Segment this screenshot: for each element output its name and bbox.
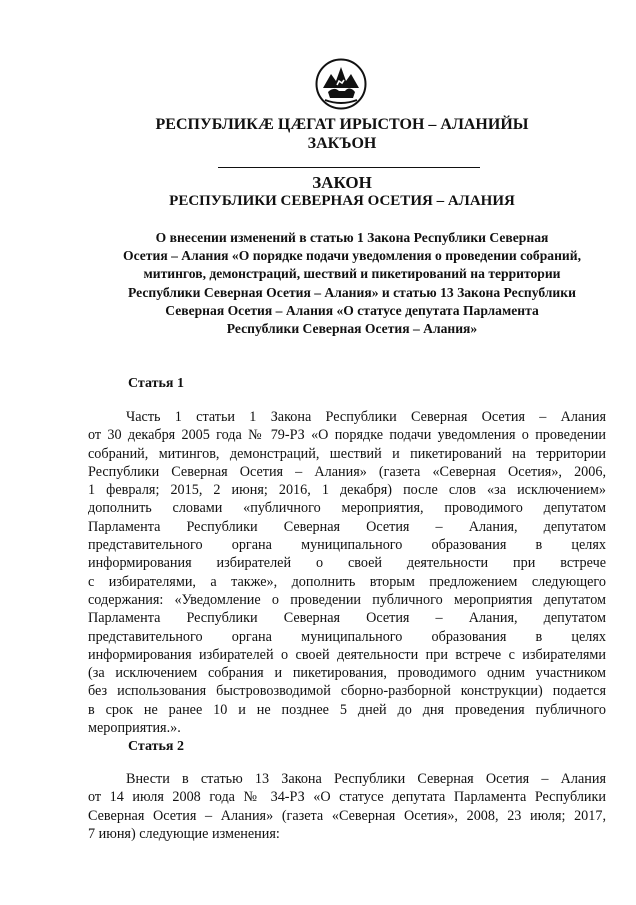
republic-name-ossetian: РЕСПУБЛИКӔ ЦӔГАТ ИРЫСТОН – АЛАНИЙЫ (155, 116, 529, 133)
text-line: представительного органа муниципального образования в целях (88, 628, 606, 645)
text-line: без использования быстровозводимой сборно-разборной конструкции) подается (88, 683, 606, 700)
text-line: информирования избирателей о своей деятельности при встрече с избирателями (88, 646, 606, 663)
text-line: от 14 июля 2008 года № 34-РЗ «О статусе депутата Парламента Республики (88, 789, 606, 806)
text-line: Парламента Республики Северная Осетия – Алания, депутатом (88, 518, 606, 535)
law-label-ossetian: ЗАКЪОН (307, 135, 377, 152)
text-line: представительного органа муниципального образования в целях (88, 537, 606, 554)
text-line: 1 февраля; 2015, 2 июня; 2016, 1 декабря) после слов «за исключением» (88, 482, 606, 499)
article-1-text (88, 408, 606, 737)
text-line: Северная Осетия – Алания» (газета «Северная Осетия», 2008, 23 июля; 2017, (88, 807, 606, 824)
law-title-line: Осетия – Алания «О порядке подачи уведомления о проведении собраний, (123, 248, 581, 264)
text-line: (за исключением собрания и пикетирования, проводимого одним участником (88, 665, 606, 682)
article-2-text (88, 770, 606, 843)
text-line: Парламента Республики Северная Осетия – Алания, депутатом (88, 610, 606, 627)
law-title-line: Северная Осетия – Алания «О статусе депутата Парламента (165, 302, 539, 318)
text-line: дополнить словами «публичного мероприятия, проводимого депутатом (88, 500, 606, 517)
header-divider (218, 167, 480, 168)
text-line: собраний, митингов, демонстраций, шествий и пикетирований на территории (88, 445, 606, 462)
text-line: с избирателями, а также», дополнить вторым предложением следующего (88, 573, 606, 590)
text-line: в срок не ранее 10 и не позднее 5 дней до дня проведения публичного (88, 701, 606, 718)
law-title-line: Республики Северная Осетия – Алания» (226, 321, 478, 337)
law-title (88, 229, 616, 338)
law-title-line: Республики Северная Осетия – Алания» и статью 13 Закона Республики (128, 284, 576, 300)
text-line: Часть 1 статьи 1 Закона Республики Северная Осетия – Алания (126, 409, 606, 425)
law-title-line: митингов, демонстраций, шествий и пикетирований на территории (143, 266, 561, 282)
text-line: от 30 декабря 2005 года № 79-РЗ «О порядке подачи уведомления о проведении (88, 427, 606, 444)
coat-of-arms-emblem-icon (315, 58, 367, 110)
text-line: Республики Северная Осетия – Алания» (газета «Северная Осетия», 2006, (88, 463, 606, 480)
law-label-russian: ЗАКОН (312, 173, 372, 192)
text-line: мероприятия.». (88, 720, 181, 737)
text-line: Внести в статью 13 Закона Республики Северная Осетия – Алания (126, 771, 606, 787)
law-title-line: О внесении изменений в статью 1 Закона Республики Северная (155, 230, 549, 245)
text-line: содержания: «Уведомление о проведении публичного мероприятия депутатом (88, 591, 606, 608)
article-1-heading: Статья 1 (128, 376, 184, 391)
republic-name-russian: РЕСПУБЛИКИ СЕВЕРНАЯ ОСЕТИЯ – АЛАНИЯ (169, 193, 515, 209)
text-line: 7 июня) следующие изменения: (88, 825, 280, 842)
article-2-heading: Статья 2 (128, 739, 184, 754)
text-line: информирования избирателей о своей деятельности при встрече (88, 555, 606, 572)
